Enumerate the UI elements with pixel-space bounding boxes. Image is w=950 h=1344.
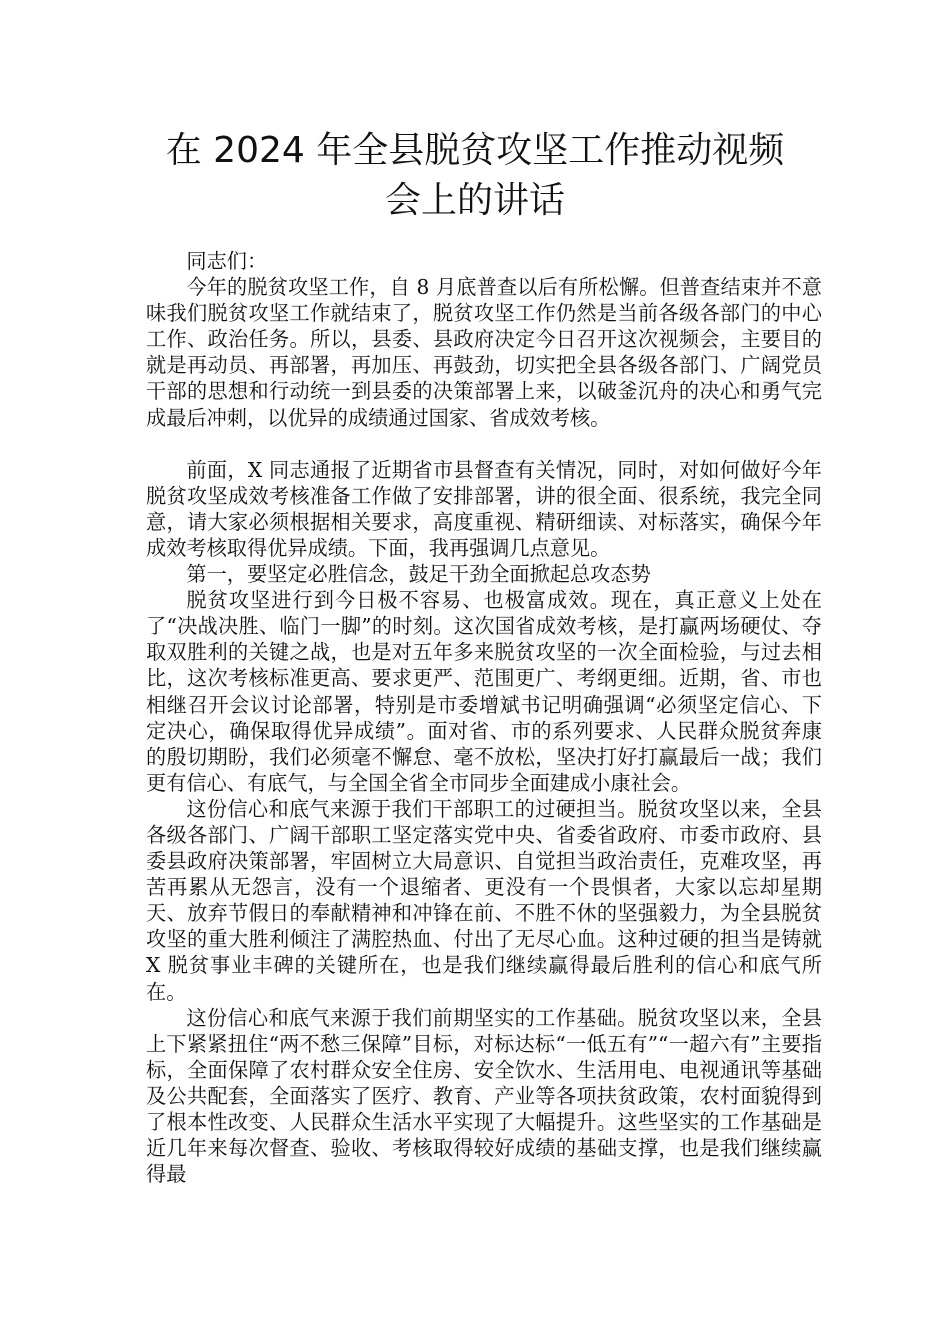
title-line-2: 会上的讲话 [384, 180, 565, 221]
document-title [140, 126, 810, 226]
paragraph-1: 今年的脱贫攻坚工作，自 8 月底普查以后有所松懈。但普查结束并不意味我们脱贫攻坚工作就结束了，脱贫攻坚工作仍然是当前各级各部门的中心工作、政治任务。所以，县委、县政府决定今日召开这次视频会，主要目的就是再动员、再部署，再加压、再鼓劲，切实把全县各级各部门、广阔党员干部的思想和行动统一到县委的决策部署上来，以破釜沉舟的决心和勇气完成最后冲刺，以优异的成绩通过国家、省成效考核。 [146, 275, 822, 430]
title-line-1: 在 2024 年全县脱贫攻坚工作推动视频 [165, 130, 785, 171]
greeting: 同志们： [186, 249, 268, 273]
document-body [146, 248, 822, 1187]
paragraph-5: 这份信心和底气来源于我们前期坚实的工作基础。脱贫攻坚以来，全县上下紧紧扭住“两不愁三保障”目标，对标达标“一低五有”“一超六有”主要指标，全面保障了农村群众安全住房、安全饮水、生活用电、电视通讯等基础及公共配套，全面落实了医疗、教育、产业等各项扶贫政策，农村面貌得到了根本性改变、人民群众生活水平实现了大幅提升。这些坚实的工作基础是近几年来每次督查、验收、考核取得较好成绩的基础支撑，也是我们继续赢得最 [146, 1005, 822, 1187]
paragraph-4: 这份信心和底气来源于我们干部职工的过硬担当。脱贫攻坚以来，全县各级各部门、广阔干部职工坚定落实党中央、省委省政府、市委市政府、县委县政府决策部署，牢固树立大局意识、自觉担当政治责任，克难攻坚，再苦再累从无怨言，没有一个退缩者、更没有一个畏惧者，大家以忘却星期天、放弃节假日的奉献精神和冲锋在前、不胜不休的坚强毅力，为全县脱贫攻坚的重大胜利倾注了满腔热血、付出了无尽心血。这种过硬的担当是铸就 X 脱贫事业丰碑的关键所在，也是我们继续赢得最后胜利的信心和底气所在。 [146, 796, 822, 1004]
paragraph-2: 前面，X 同志通报了近期省市县督查有关情况，同时，对如何做好今年脱贫攻坚成效考核准备工作做了安排部署，讲的很全面、很系统，我完全同意，请大家必须根据相关要求，高度重视、精研细读、对标落实，确保今年成效考核取得优异成绩。下面，我再强调几点意见。 [146, 457, 822, 560]
paragraph-3: 脱贫攻坚进行到今日极不容易、也极富成效。现在，真正意义上处在了“决战决胜、临门一脚”的时刻。这次国省成效考核，是打赢两场硬仗、夺取双胜利的关键之战，也是对五年多来脱贫攻坚的一次全面检验，与过去相比，这次考核标准更高、要求更严、范围更广、考纲更细。近期，省、市也相继召开会议讨论部署，特别是市委增斌书记明确强调“必须坚定信心、下定决心，确保取得优异成绩”。面对省、市的系列要求、人民群众脱贫奔康的殷切期盼，我们必须毫不懈怠、毫不放松，坚决打好打赢最后一战；我们更有信心、有底气，与全国全省全市同步全面建成小康社会。 [146, 588, 822, 795]
section-heading-1: 第一，要坚定必胜信念，鼓足干劲全面掀起总攻态势 [186, 562, 651, 587]
